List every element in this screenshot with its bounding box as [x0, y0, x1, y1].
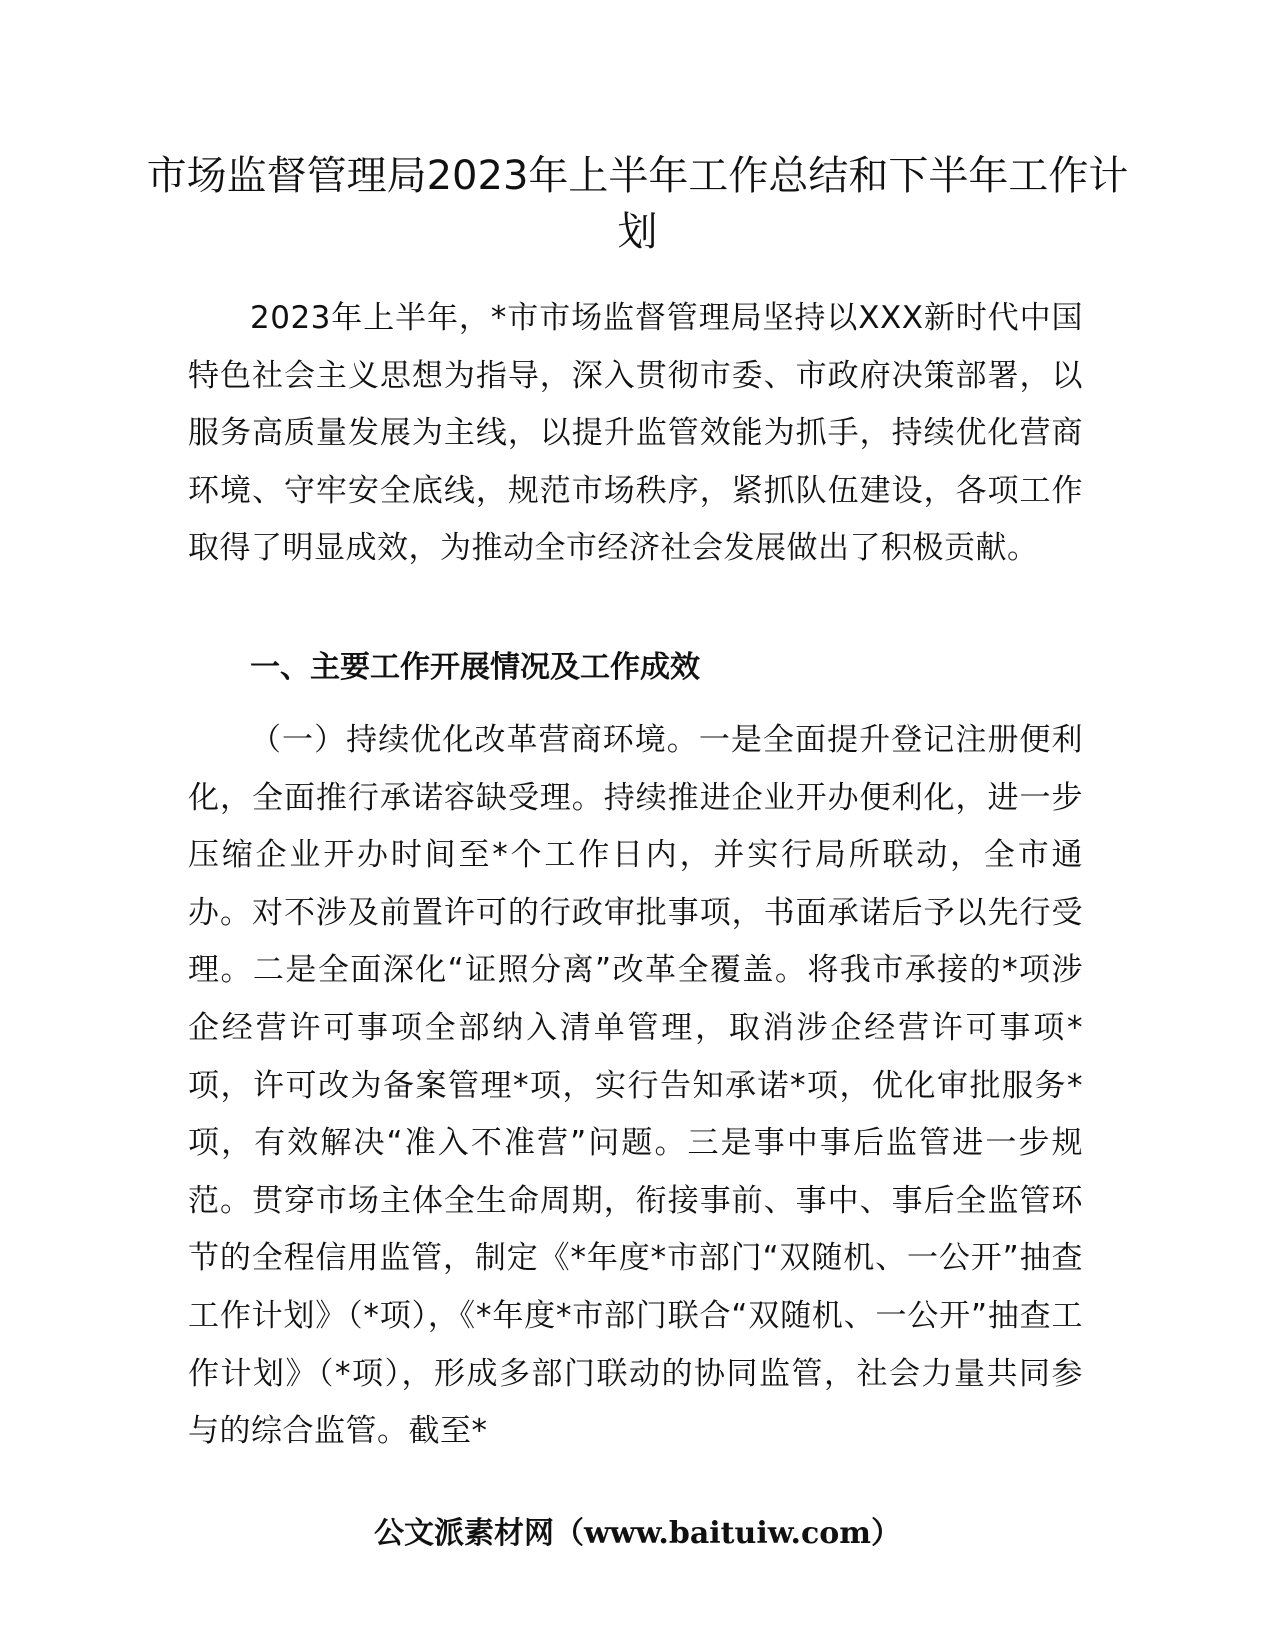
intro-paragraph: 2023年上半年，*市市场监督管理局坚持以XXX新时代中国特色社会主义思想为指导，深入贯彻市委、市政府决策部署，以服务高质量发展为主线，以提升监管效能为抓手，持续优化营商环境、守牢安全底线，规范市场秩序，紧抓队伍建设，各项工作取得了明显成效，为推动全市经济社会发展做出了积极贡献。	[188, 300, 1083, 567]
section-paragraph: （一）持续优化改革营商环境。一是全面提升登记注册便利化，全面推行承诺容缺受理。持续推进企业开办便利化，进一步压缩企业开办时间至*个工作日内，并实行局所联动，全市通办。对不涉及前置许可的行政审批事项，书面承诺后予以先行受理。二是全面深化“证照分离”改革全覆盖。将我市承接的*项涉企经营许可事项全部纳入清单管理，取消涉企经营许可事项*项，许可改为备案管理*项，实行告知承诺*项，优化审批服务*项，有效解决“准入不准营”问题。三是事中事后监管进一步规范。贯穿市场主体全生命周期，衔接事前、事中、事后全监管环节的全程信用监管，制定《*年度*市部门“双随机、一公开”抽查工作计划》（*项），《*年度*市部门联合“双随机、一公开”抽查工作计划》（*项），形成多部门联动的协同监管，社会力量共同参与的综合监管。截至*	[188, 722, 1083, 1450]
section-heading: 一、主要工作开展情况及工作成效	[250, 650, 700, 685]
footer-watermark: 公文派素材网（www.baituiw.com）	[373, 1516, 902, 1551]
document-title: 市场监督管理局2023年上半年工作总结和下半年工作计划	[146, 153, 1129, 255]
